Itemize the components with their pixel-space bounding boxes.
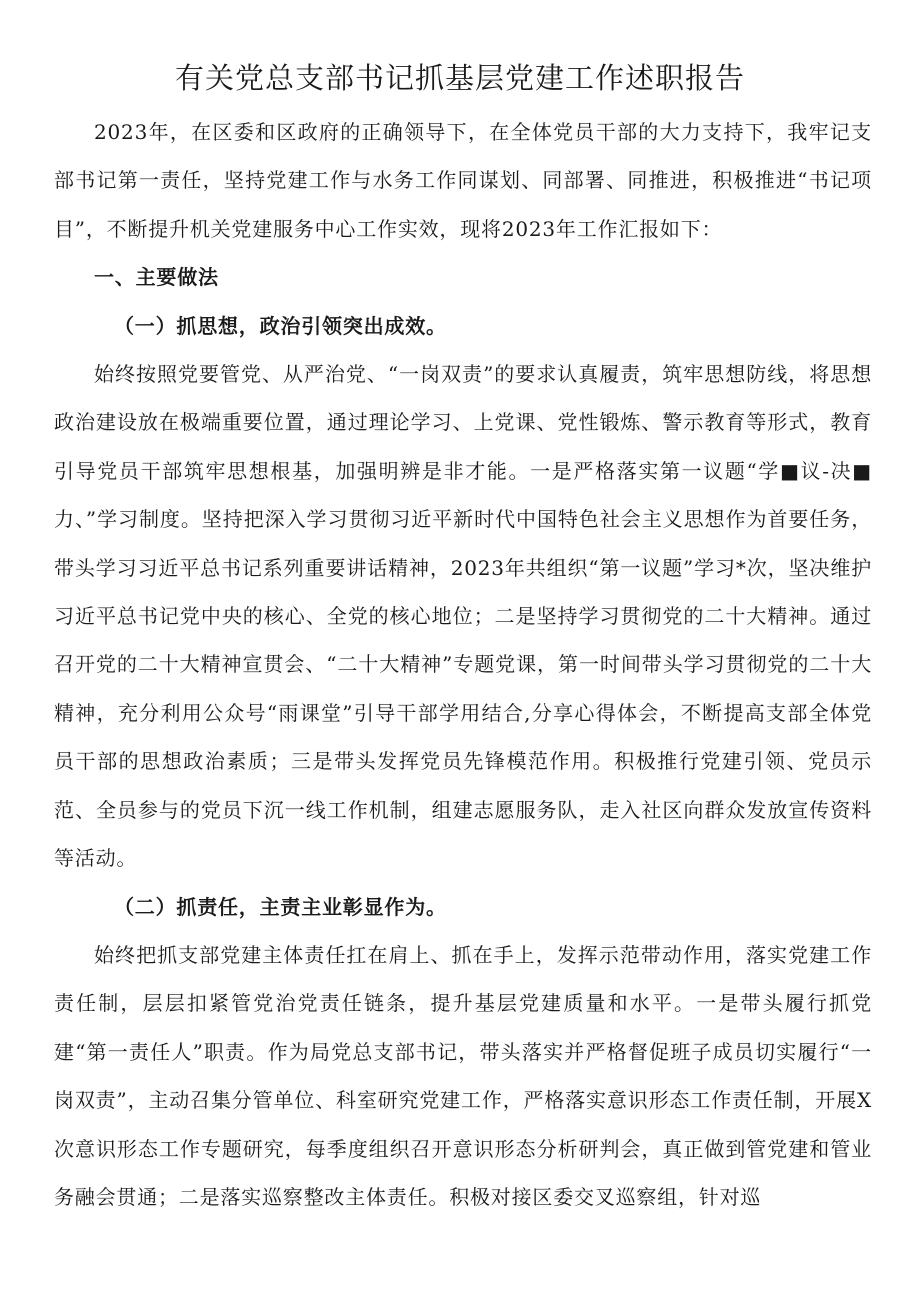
subsection-heading-thought: （一）抓思想，政治引领突出成效。 xyxy=(114,313,447,338)
subsection-body-thought: 始终按照党要管党、从严治党、“一岗双责”的要求认真履责，筑牢思想防线，将思想政治建设放在极端重要位置，通过理论学习、上党课、党性锻炼、警示教育等形式，教育引导党员干部筑牢思想根基，加强明辨是非才能。一是严格落实第一议题“学■议-决■力、”学习制度。坚持把深入学习贯彻习近平新时代中国特色社会主义思想作为首要任务，带头学习习近平总书记系列重要讲话精神，2023年共组织“第一议题”学习*次，坚决维护习近平总书记党中央的核心、全党的核心地位；二是坚持学习贯彻党的二十大精神。通过召开党的二十大精神宣贯会、“二十大精神”专题党课，第一时间带头学习贯彻党的二十大精神，充分利用公众号“雨课堂”引导干部学用结合,分享心得体会，不断提高支部全体党员干部的思想政治素质；三是带头发挥党员先锋模范作用。积极推行党建引领、党员示范、全员参与的党员下沉一线工作机制，组建志愿服务队，走入社区向群众发放宣传资料等活动。 xyxy=(54,362,872,871)
document-body xyxy=(54,108,872,1221)
document-title: 有关党总支部书记抓基层党建工作述职报告 xyxy=(174,61,745,95)
subsection-heading-responsibility: （二）抓责任，主责主业彰显作为。 xyxy=(114,894,447,919)
subsection-body-responsibility: 始终把抓支部党建主体责任扛在肩上、抓在手上，发挥示范带动作用，落实党建工作责任制，层层扣紧管党治党责任链条，提升基层党建质量和水平。一是带头履行抓党建“第一责任人”职责。作为局党总支部书记，带头落实并严格督促班子成员切实履行“一岗双责”，主动召集分管单位、科室研究党建工作，严格落实意识形态工作责任制，开展X次意识形态工作专题研究，每季度组织召开意识形态分析研判会，真正做到管党建和管业务融会贯通；二是落实巡察整改主体责任。积极对接区委交叉巡察组，针对巡 xyxy=(54,942,872,1209)
section-heading-main-practices: 一、主要做法 xyxy=(94,265,219,290)
intro-paragraph: 2023年，在区委和区政府的正确领导下，在全体党员干部的大力支持下，我牢记支部书记第一责任，坚持党建工作与水务工作同谋划、同部署、同推进，积极推进“书记项目”，不断提升机关党建服务中心工作实效，现将2023年工作汇报如下： xyxy=(54,120,872,241)
